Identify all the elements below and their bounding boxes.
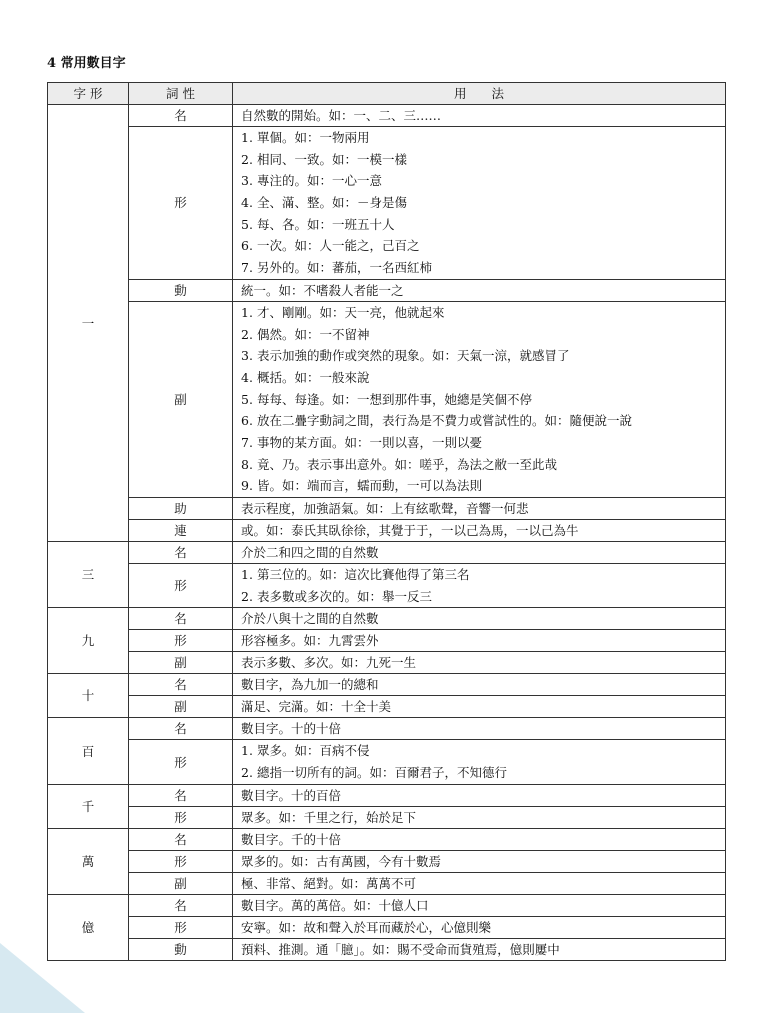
header-pos: 詞 性: [129, 83, 233, 105]
line-text: 專注的。如：一心一意: [257, 173, 383, 189]
pos-cell: 形: [129, 127, 233, 280]
table-row: [48, 696, 726, 718]
line-text: 另外的。如：蕃茄，一名西紅柿: [257, 260, 433, 276]
pos-cell: 形: [129, 630, 233, 652]
usage-cell: [233, 564, 726, 608]
pos-cell: 形: [129, 806, 233, 828]
pos-cell: 名: [129, 784, 233, 806]
usage-line: [241, 410, 725, 432]
line-number: 8.: [241, 456, 253, 472]
usage-line: [241, 432, 725, 454]
pos-cell: 名: [129, 608, 233, 630]
line-number: 7.: [241, 434, 253, 450]
usage-cell: 數目字，為九加一的總和: [233, 674, 726, 696]
usage-line: [241, 235, 725, 257]
usage-cell: 數目字。千的十倍: [233, 828, 726, 850]
line-number: 2.: [241, 765, 253, 781]
table-row: [48, 916, 726, 938]
line-text: 放在二疊字動詞之間，表行為是不費力或嘗試性的。如：隨便說一說: [257, 413, 633, 429]
line-number: 5.: [241, 391, 253, 407]
line-number: 1.: [241, 304, 253, 320]
usage-cell: 數目字。十的百倍: [233, 784, 726, 806]
line-text: 偶然。如：一不留神: [257, 326, 370, 342]
usage-cell: 表示程度，加強語氣。如：上有絃歌聲，音響一何悲: [233, 498, 726, 520]
table-row: [48, 872, 726, 894]
usage-line: [241, 127, 725, 149]
pos-cell: 副: [129, 696, 233, 718]
usage-line: [241, 214, 725, 236]
table-row: [48, 630, 726, 652]
usage-cell: [233, 301, 726, 497]
usage-cell: 介於八與十之間的自然數: [233, 608, 726, 630]
usage-cell: [233, 740, 726, 784]
pos-cell: 連: [129, 520, 233, 542]
line-number: 2.: [241, 588, 253, 604]
section-heading: 4 常用數目字: [47, 56, 126, 71]
pos-cell: 副: [129, 652, 233, 674]
line-text: 總指一切所有的詞。如：百爾君子，不知德行: [257, 765, 508, 781]
usage-cell: 安寧。如：故和聲入於耳而藏於心，心億則樂: [233, 916, 726, 938]
pos-cell: 助: [129, 498, 233, 520]
char-cell: 九: [48, 608, 129, 674]
table-row: [48, 652, 726, 674]
line-number: 5.: [241, 216, 253, 232]
line-number: 1.: [241, 567, 253, 582]
line-text: 表多數或多次的。如：舉一反三: [257, 588, 433, 604]
pos-cell: 名: [129, 828, 233, 850]
pos-cell: 名: [129, 674, 233, 696]
line-text: 每每、每逢。如：一想到那件事，她總是笑個不停: [257, 391, 533, 407]
usage-line: [241, 389, 725, 411]
pos-cell: 副: [129, 301, 233, 497]
line-text: 皆。如：端而言，蠕而動，一可以為法則: [257, 478, 483, 494]
usage-line: [241, 302, 725, 324]
table-row: [48, 127, 726, 280]
usage-cell: 眾多。如：千里之行，始於足下: [233, 806, 726, 828]
pos-cell: 形: [129, 850, 233, 872]
usage-line: [241, 257, 725, 279]
pos-cell: 形: [129, 564, 233, 608]
line-text: 眾多。如：百病不侵: [257, 743, 370, 759]
header-char: 字 形: [48, 83, 129, 105]
table-header-row: [48, 83, 726, 105]
usage-cell: 統一。如：不嗜殺人者能一之: [233, 279, 726, 301]
line-text: 單個。如：一物兩用: [257, 130, 370, 145]
line-text: 每、各。如：一班五十人: [257, 216, 395, 232]
line-text: 竟、乃。表示事出意外。如：嗟乎，為法之敝一至此哉: [257, 456, 558, 472]
usage-cell: 滿足、完滿。如：十全十美: [233, 696, 726, 718]
usage-cell: 自然數的開始。如：一、二、三……: [233, 105, 726, 127]
pos-cell: 動: [129, 938, 233, 960]
line-number: 7.: [241, 260, 253, 276]
line-number: 3.: [241, 348, 253, 364]
usage-line: [241, 324, 725, 346]
char-cell: 千: [48, 784, 129, 828]
table-row: [48, 520, 726, 542]
line-text: 第三位的。如：這次比賽他得了第三名: [257, 567, 470, 582]
char-cell: 一: [48, 105, 129, 542]
char-cell: 億: [48, 894, 129, 960]
numerals-table: [47, 82, 726, 961]
table-row: [48, 828, 726, 850]
table-row: [48, 850, 726, 872]
table-row: [48, 301, 726, 497]
table-row: [48, 608, 726, 630]
usage-cell: 介於二和四之間的自然數: [233, 542, 726, 564]
line-text: 表示加強的動作或突然的現象。如：天氣一涼，就感冒了: [257, 348, 570, 364]
usage-line: [241, 170, 725, 192]
pos-cell: 名: [129, 894, 233, 916]
line-number: 4.: [241, 369, 253, 385]
pos-cell: 名: [129, 105, 233, 127]
char-cell: 百: [48, 718, 129, 784]
char-cell: 萬: [48, 828, 129, 894]
line-number: 2.: [241, 151, 253, 167]
table-row: [48, 564, 726, 608]
line-text: 才、剛剛。如：天一亮，他就起來: [257, 304, 445, 320]
usage-cell: 或。如：泰氏其臥徐徐，其覺于于，一以己為馬，一以己為牛: [233, 520, 726, 542]
usage-cell: [233, 127, 726, 280]
table-row: [48, 740, 726, 784]
table-row: [48, 718, 726, 740]
usage-cell: 極、非常、絕對。如：萬萬不可: [233, 872, 726, 894]
table-row: [48, 542, 726, 564]
table-body: [48, 105, 726, 961]
usage-cell: 預料、推測。通「臆」。如：賜不受命而貨殖焉，億則屢中: [233, 938, 726, 960]
line-number: 6.: [241, 413, 253, 429]
table-row: [48, 938, 726, 960]
usage-line: [241, 475, 725, 497]
table-row: [48, 894, 726, 916]
line-number: 1.: [241, 743, 253, 759]
pos-cell: 名: [129, 542, 233, 564]
table-row: [48, 674, 726, 696]
line-number: 4.: [241, 195, 253, 211]
line-number: 1.: [241, 130, 253, 145]
usage-cell: 眾多的。如：古有萬國，今有十數焉: [233, 850, 726, 872]
usage-line: [241, 762, 725, 784]
usage-line: [241, 564, 725, 586]
usage-cell: 表示多數、多次。如：九死一生: [233, 652, 726, 674]
char-cell: 三: [48, 542, 129, 608]
usage-line: [241, 586, 725, 608]
table-row: [48, 498, 726, 520]
line-number: 3.: [241, 173, 253, 189]
table-row: [48, 105, 726, 127]
pos-cell: 副: [129, 872, 233, 894]
usage-line: [241, 740, 725, 762]
table-row: [48, 806, 726, 828]
usage-line: [241, 454, 725, 476]
line-number: 9.: [241, 478, 253, 494]
usage-cell: 形容極多。如：九霄雲外: [233, 630, 726, 652]
line-number: 6.: [241, 238, 253, 254]
pos-cell: 形: [129, 916, 233, 938]
table-row: [48, 279, 726, 301]
pos-cell: 名: [129, 718, 233, 740]
line-text: 事物的某方面。如：一則以喜，一則以憂: [257, 434, 483, 450]
header-usage: 用 法: [233, 83, 726, 105]
usage-cell: 數目字。十的十倍: [233, 718, 726, 740]
pos-cell: 形: [129, 740, 233, 784]
usage-line: [241, 345, 725, 367]
char-cell: 十: [48, 674, 129, 718]
pos-cell: 動: [129, 279, 233, 301]
line-number: 2.: [241, 326, 253, 342]
usage-line: [241, 367, 725, 389]
usage-line: [241, 192, 725, 214]
line-text: 一次。如：人一能之，己百之: [257, 238, 420, 254]
line-text: 全、滿、整。如：－身是傷: [257, 195, 408, 211]
line-text: 相同、一致。如：一模一樣: [257, 151, 408, 167]
table-row: [48, 784, 726, 806]
usage-cell: 數目字。萬的萬倍。如：十億人口: [233, 894, 726, 916]
line-text: 概括。如：一般來說: [257, 369, 370, 385]
usage-line: [241, 149, 725, 171]
